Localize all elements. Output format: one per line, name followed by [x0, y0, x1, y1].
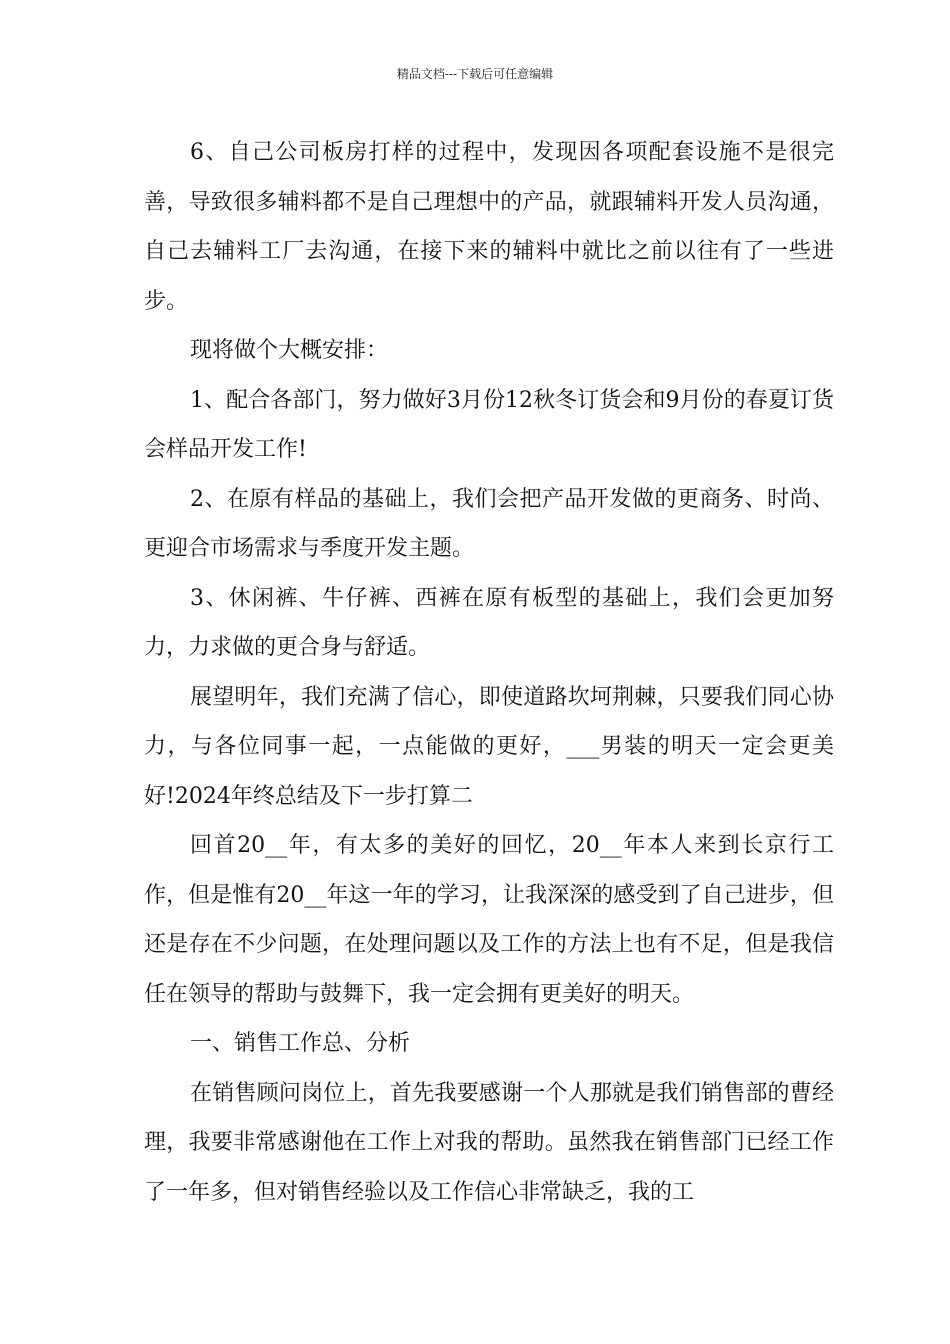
paragraph-plan-3: 3、休闲裤、牛仔裤、西裤在原有板型的基础上，我们会更加努力，力求做的更合身与舒适。 [144, 585, 834, 660]
paragraph-plan-intro: 现将做个大概安排： [190, 338, 389, 363]
paragraph-outlook: 展望明年，我们充满了信心，即使道路坎坷荆棘，只要我们同心协力，与各位同事一起，一点能做的更好，___男装的明天一定会更美好!2024年终总结及下一步打算二 [144, 684, 834, 809]
paragraph-sales: 在销售顾问岗位上，首先我要感谢一个人那就是我们销售部的曹经理，我要非常感谢他在工作上对我的帮助。虽然我在销售部门已经工作了一年多，但对销售经验以及工作信心非常缺乏，我的工 [144, 1080, 834, 1205]
document-body [144, 128, 834, 1217]
page-header: 精品文档---下载后可任意编辑 [396, 67, 554, 81]
section-heading-sales: 一、销售工作总、分析 [190, 1031, 411, 1056]
paragraph-plan-1: 1、配合各部门，努力做好3月份12秋冬订货会和9月份的春夏订货会样品开发工作! [144, 387, 834, 462]
paragraph-item-6: 6、自己公司板房打样的过程中，发现因各项配套设施不是很完善，导致很多辅料都不是自己理想中的产品，就跟辅料开发人员沟通，自己去辅料工厂去沟通，在接下来的辅料中就比之前以往有了一些进步。 [144, 140, 834, 314]
paragraph-plan-2: 2、在原有样品的基础上，我们会把产品开发做的更商务、时尚、更迎合市场需求与季度开发主题。 [144, 486, 834, 561]
paragraph-review: 回首20__年，有太多的美好的回忆，20__年本人来到长京行工作，但是惟有20__年这一年的学习，让我深深的感受到了自己进步，但还是存在不少问题，在处理问题以及工作的方法上也有不足，但是我信任在领导的帮助与鼓舞下，我一定会拥有更美好的明天。 [144, 833, 834, 1007]
